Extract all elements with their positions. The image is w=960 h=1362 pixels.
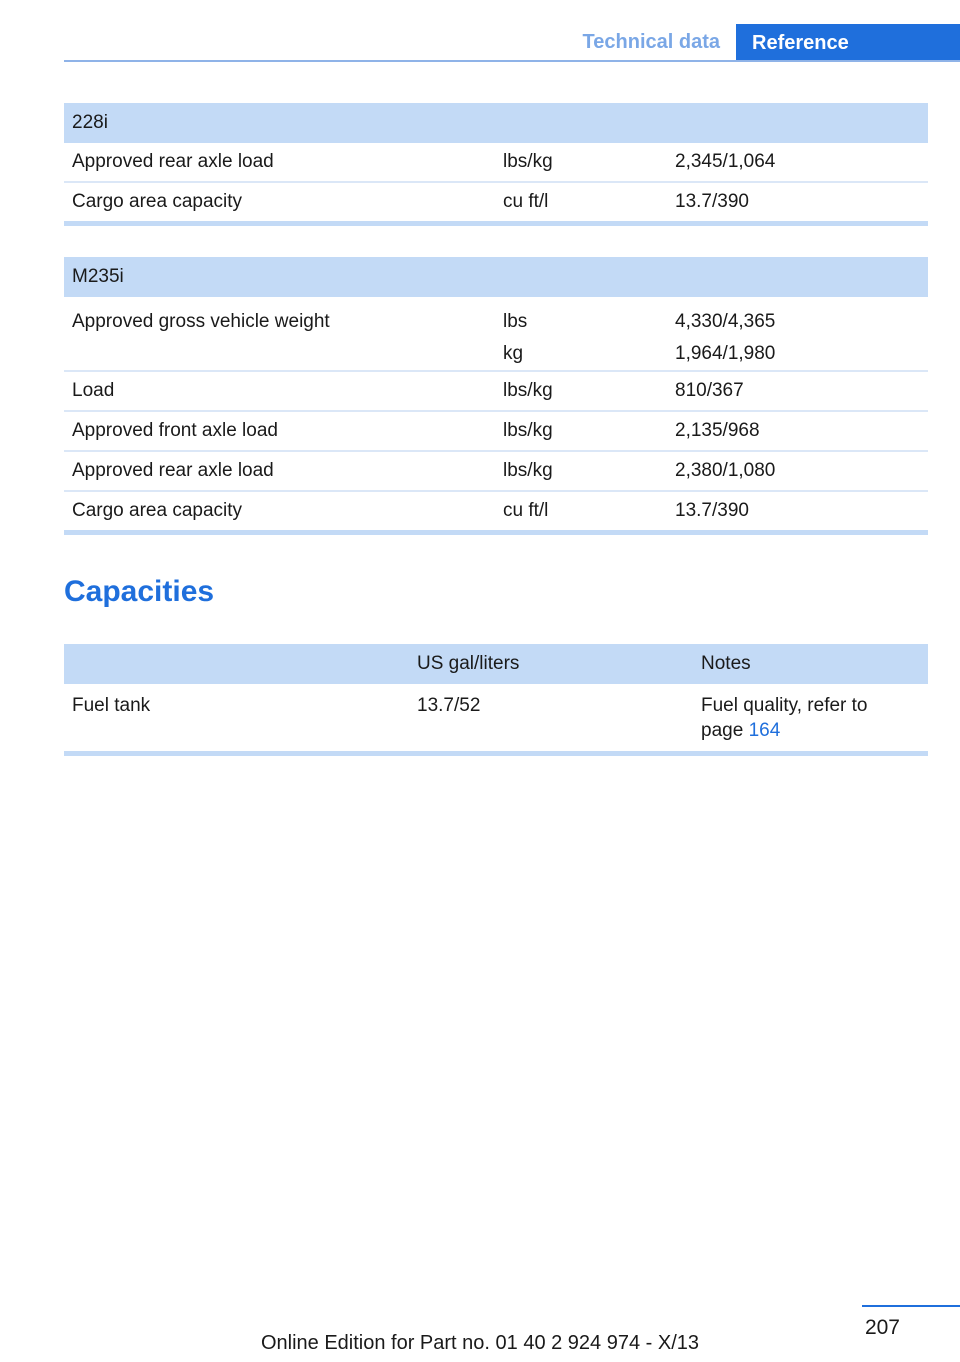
section-tab-reference[interactable]: Reference	[736, 24, 960, 62]
header-cell-notes: Notes	[693, 644, 928, 684]
table-row	[64, 491, 928, 533]
row-label: Cargo area capacity	[64, 491, 495, 533]
page-number: 207	[864, 1316, 900, 1339]
header-divider	[64, 60, 960, 62]
row-value: 13.7/52	[409, 684, 693, 754]
row-unit: lbs/kg	[495, 371, 667, 411]
row-value: 810/367	[667, 371, 928, 411]
note-text: Fuel quality, refer to	[701, 695, 868, 716]
row-unit: cu ft/l	[495, 491, 667, 533]
header-cell-unit: US gal/liters	[409, 644, 693, 684]
table-row	[64, 411, 928, 451]
row-unit: lbs/kg	[495, 411, 667, 451]
table-capacities	[64, 644, 928, 756]
table-228i	[64, 103, 928, 226]
row-notes	[693, 684, 928, 754]
unit-lbs: lbs	[503, 311, 528, 332]
table-header-row	[64, 103, 928, 143]
row-label: Fuel tank	[64, 684, 409, 754]
row-label: Cargo area capacity	[64, 182, 495, 224]
row-value: 2,345/1,064	[667, 143, 928, 182]
table-title: M235i	[64, 257, 928, 297]
unit-kg: kg	[503, 343, 524, 364]
row-value: 2,380/1,080	[667, 451, 928, 491]
row-value: 13.7/390	[667, 491, 928, 533]
table-m235i	[64, 257, 928, 535]
row-value: 13.7/390	[667, 182, 928, 224]
table-row	[64, 371, 928, 411]
footer-divider	[862, 1305, 960, 1307]
row-unit: lbs/kg	[495, 143, 667, 182]
table-row	[64, 451, 928, 491]
edition-footer: Online Edition for Part no. 01 40 2 924 974 - X/13	[260, 1332, 700, 1354]
table-row	[64, 182, 928, 224]
table-header-row	[64, 257, 928, 297]
row-label: Approved rear axle load	[64, 143, 495, 182]
page-link[interactable]: 164	[748, 720, 781, 741]
table-row	[64, 297, 928, 371]
table-title: 228i	[64, 103, 928, 143]
value-lbs: 4,330/4,365	[675, 311, 776, 332]
table-header-row	[64, 644, 928, 684]
row-unit: cu ft/l	[495, 182, 667, 224]
row-label: Load	[64, 371, 495, 411]
value-kg: 1,964/1,980	[675, 343, 776, 364]
row-label: Approved gross vehicle weight	[64, 297, 495, 371]
row-unit: lbs/kg	[495, 451, 667, 491]
row-label: Approved rear axle load	[64, 451, 495, 491]
row-value	[667, 297, 928, 371]
header-cell-empty	[64, 644, 409, 684]
table-row	[64, 143, 928, 182]
row-value: 2,135/968	[667, 411, 928, 451]
row-label: Approved front axle load	[64, 411, 495, 451]
table-row	[64, 684, 928, 754]
section-title-capacities: Capacities	[64, 575, 215, 608]
note-page-prefix: page	[701, 720, 744, 741]
section-tab-technical-data[interactable]: Technical data	[582, 31, 720, 53]
row-unit	[495, 297, 667, 371]
